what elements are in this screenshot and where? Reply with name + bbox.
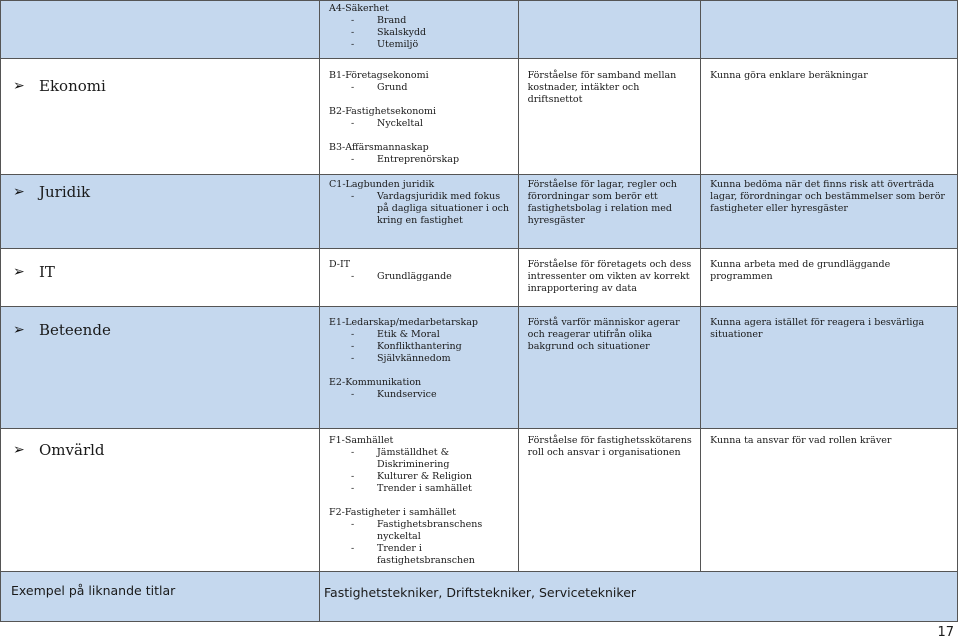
list-item: - Kulturer & Religion [351,471,512,483]
table-row-ekonomi [1,59,958,175]
courses-cell [320,307,519,429]
table-row-security [1,1,958,59]
ability-text: Kunna bedöma när det finns risk att överträda lagar, förordningar och bestämmelser som berör fastigheter eller hyresgäster [710,179,945,214]
list-item: - Vardagsjuridik med fokus på dagliga situationer i och kring en fastighet [351,191,512,227]
understanding-text: Förståelse för samband mellan kostnader, intäkter och driftsnettot [527,70,677,105]
table-row-it [1,249,958,307]
understanding-text: Förstå varför människor agerar och reagerar utifrån olika bakgrund och situationer [527,317,680,352]
course-title: E2-Kommunikation [329,377,422,388]
courses-cell [320,429,519,572]
list-item: - Utemiljö [351,39,512,51]
understanding-cell [518,249,701,307]
table-row-beteende [1,307,958,429]
arrow-checkmark-icon: ➢ [13,184,25,200]
category-cell [1,249,320,307]
list-item: - Skalskydd [351,27,512,39]
footer-value-cell [320,572,958,622]
list-item: - Nyckeltal [351,118,512,130]
ability-text: Kunna agera istället för reagera i besvärliga situationer [710,317,925,340]
course-title: B2-Fastighetsekonomi [329,106,437,117]
list-item: - Etik & Moral [351,329,512,341]
ability-text: Kunna ta ansvar för vad rollen kräver [710,435,892,446]
category-label: Juridik [39,183,91,201]
courses-cell [320,59,519,175]
category-label: Omvärld [39,441,105,459]
list-item: - Trender i samhället [351,483,512,495]
course-title: D-IT [329,259,351,270]
course-title: F2-Fastigheter i samhället [329,507,456,518]
arrow-checkmark-icon: ➢ [13,442,25,458]
list-item: - Konflikthantering [351,341,512,353]
table-row-omvarld [1,429,958,572]
courses-cell [320,249,519,307]
course-title: A4-Säkerhet [329,3,389,14]
footer-label: Exempel på liknande titlar [11,583,176,598]
page-number: 17 [937,625,954,640]
arrow-checkmark-icon: ➢ [13,78,25,94]
category-cell [1,175,320,249]
list-item: - Fastighetsbranschens nyckeltal [351,519,512,543]
list-item: - Grundläggande [351,271,512,283]
understanding-cell [518,175,701,249]
list-item: - Självkännedom [351,353,512,365]
footer-label-cell [1,572,320,622]
understanding-text: Förståelse för företagets och dess intressenter om vikten av korrekt inrapportering av data [527,259,692,294]
category-label: Ekonomi [39,77,106,95]
arrow-checkmark-icon: ➢ [13,322,25,338]
ability-text: Kunna arbeta med de grundläggande programmen [710,259,891,282]
course-title: E1-Ledarskap/medarbetarskap [329,317,479,328]
category-label: Beteende [39,321,111,339]
ability-cell [701,307,958,429]
ability-cell [701,59,958,175]
course-subitems [329,15,512,51]
courses-cell [320,1,519,59]
understanding-cell-empty [518,1,701,59]
category-cell-empty [1,1,320,59]
course-title: B1-Företagsekonomi [329,70,429,81]
ability-cell-empty [701,1,958,59]
footer-value: Fastighetstekniker, Driftstekniker, Servicetekniker [324,585,637,600]
list-item: - Jämställdhet & Diskriminering [351,447,512,471]
course-title: C1-Lagbunden juridik [329,179,435,190]
course-title: B3-Affärsmannaskap [329,142,429,153]
ability-cell [701,175,958,249]
category-cell [1,59,320,175]
list-item: - Entreprenörskap [351,154,512,166]
table-row-footer [1,572,958,622]
understanding-text: Förståelse för lagar, regler och förordningar som berör ett fastighetsbolag i relation med hyresgäster [527,179,677,226]
list-item: - Brand [351,15,512,27]
category-label: IT [39,263,55,281]
understanding-cell [518,59,701,175]
understanding-text: Förståelse för fastighetsskötarens roll och ansvar i organisationen [527,435,692,458]
list-item: - Trender i fastighetsbranschen [351,543,512,567]
list-item: - Grund [351,82,512,94]
table-row-juridik [1,175,958,249]
courses-cell [320,175,519,249]
course-title: F1-Samhället [329,435,394,446]
understanding-cell [518,307,701,429]
ability-text: Kunna göra enklare beräkningar [710,70,868,81]
ability-cell [701,429,958,572]
category-cell [1,307,320,429]
ability-cell [701,249,958,307]
category-cell [1,429,320,572]
list-item: - Kundservice [351,389,512,401]
arrow-checkmark-icon: ➢ [13,264,25,280]
understanding-cell [518,429,701,572]
